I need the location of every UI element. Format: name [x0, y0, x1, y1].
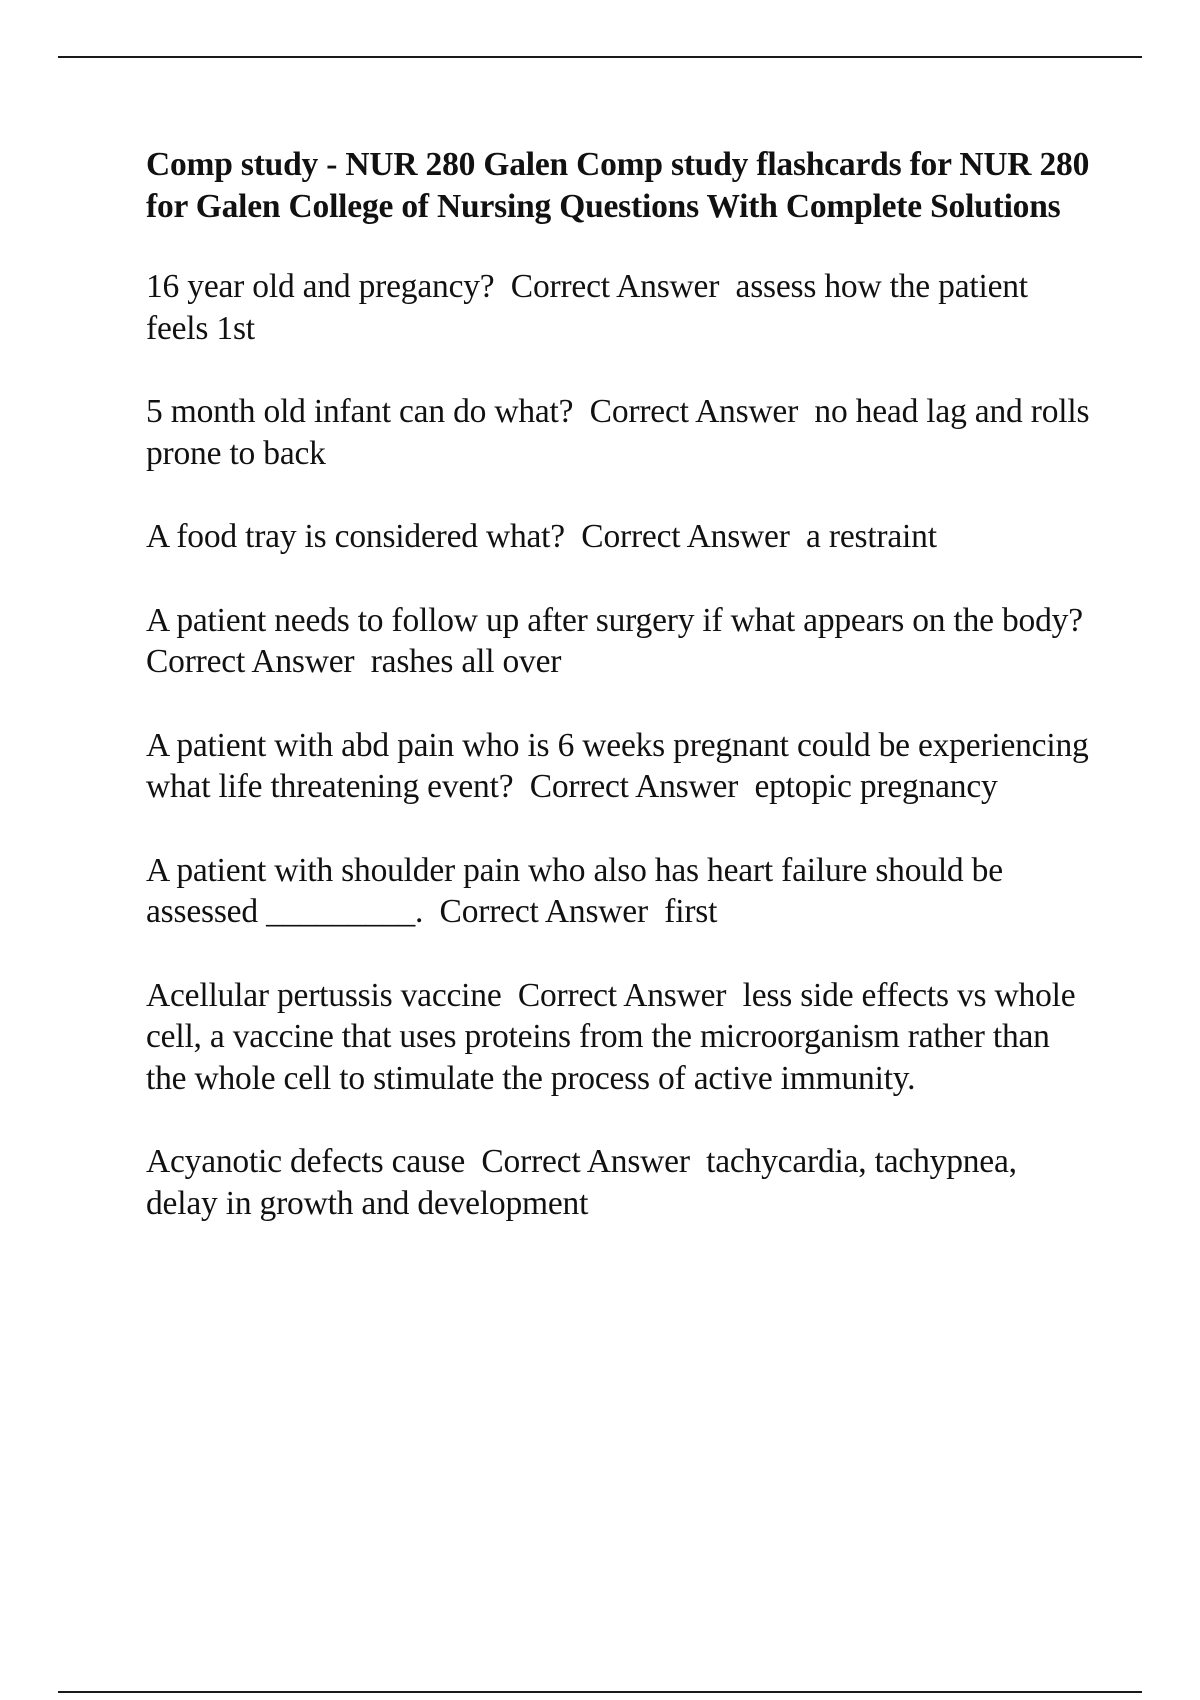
- flashcard-entry: A patient needs to follow up after surgery if what appears on the body? Correct Answer rashes all over: [146, 601, 1100, 680]
- top-rule: [58, 56, 1142, 58]
- flashcard-entry: A food tray is considered what? Correct Answer a restraint: [146, 518, 937, 555]
- flashcard-entry: 5 month old infant can do what? Correct Answer no head lag and rolls prone to back: [146, 393, 1098, 472]
- bottom-rule: [58, 1691, 1142, 1693]
- document-body: [146, 144, 1100, 1266]
- document-title: Comp study - NUR 280 Galen Comp study flashcards for NUR 280 for Galen College of Nursing Questions With Complete Solutions: [146, 146, 1090, 225]
- flashcard-list: [146, 266, 1100, 1224]
- flashcard-entry: A patient with shoulder pain who also has heart failure should be assessed _________. Correct Answer first: [146, 851, 1012, 930]
- flashcard-entry: A patient with abd pain who is 6 weeks pregnant could be experiencing what life threatening event? Correct Answer eptopic pregnancy: [146, 726, 1097, 805]
- flashcard-entry: Acellular pertussis vaccine Correct Answer less side effects vs whole cell, a vaccine that uses proteins from the microorganism rather than the whole cell to stimulate the process of active immunity.: [146, 976, 1084, 1097]
- flashcard-entry: Acyanotic defects cause Correct Answer tachycardia, tachypnea, delay in growth and development: [146, 1143, 1025, 1222]
- flashcard-entry: 16 year old and pregancy? Correct Answer assess how the patient feels 1st: [146, 268, 1037, 347]
